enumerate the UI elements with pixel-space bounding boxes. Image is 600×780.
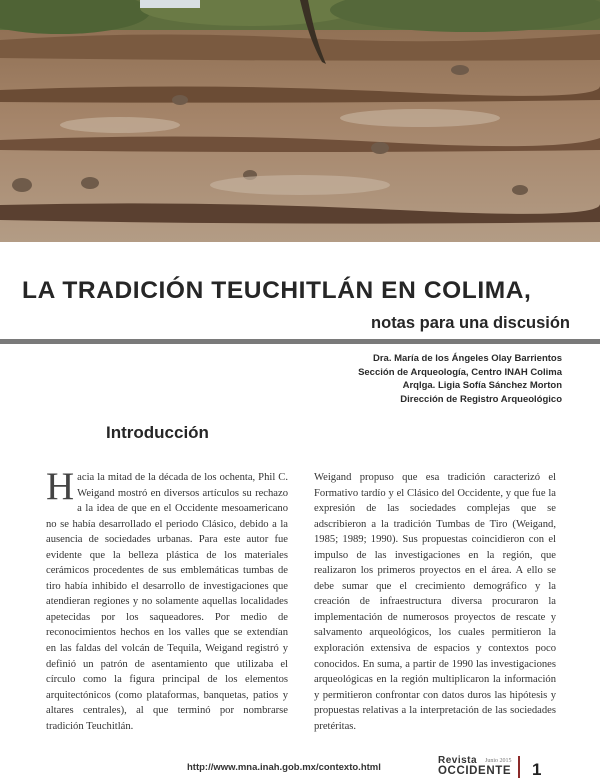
title-divider (0, 339, 600, 344)
footer-accent-bar (518, 756, 520, 778)
author-line: Dra. María de los Ángeles Olay Barrientos (372, 353, 562, 364)
magazine-issue-date: Junio 2015 (485, 758, 512, 764)
article-title: LA TRADICIÓN TEUCHITLÁN EN COLIMA, (22, 277, 532, 304)
magazine-name-line2: OCCIDENTE (438, 765, 512, 777)
magazine-name-line1: Revista (438, 755, 478, 766)
body-column-right (314, 470, 556, 738)
footer-url-link[interactable]: http://www.mna.inah.gob.mx/contexto.html (187, 762, 381, 773)
drop-cap: H (46, 470, 75, 508)
header-photo-terraced-hillside (0, 0, 600, 242)
magazine-logo (438, 756, 518, 777)
author-line: Dirección de Registro Arqueológico (400, 393, 562, 405)
body-text-right: Weigand propuso que esa tradición caracterizó el Formativo tardío y el Clásico del Occidente, y que fue la expresión de las sociedades complejas que se adscribieron a la tradición Tumbas de Tiro (Weigand, 1985; 1989; 1990). Sus propuestas coincidieron con el impulso de las investigaciones en la región, que realizaron los primeros proyectos en el área. A ello se debe sumar que el crecimiento demográfico y la creación de infraestructura diversa procuraron la implementación de numerosos proyectos de rescate y salvamento arqueológicos, los cuales permitieron la exploración extensiva de espacios y contextos poco conocidos. En suma, a partir de 1990 las investigaciones arqueológicas en la región multiplicaron la información y permitieron confrontar con datos duros las hipótesis y propuestas relativas a la interpretación de las sociedades pretéritas. (314, 472, 556, 732)
section-heading: Introducción (106, 423, 209, 442)
body-column-left (46, 470, 288, 738)
author-line: Sección de Arqueología, Centro INAH Colima (358, 366, 562, 378)
article-subtitle: notas para una discusión (371, 314, 570, 332)
author-line: Arqlga. Ligia Sofía Sánchez Morton (402, 380, 562, 391)
page-number: 1 (532, 760, 542, 779)
author-block (300, 352, 562, 406)
body-text-left: acia la mitad de la década de los ochenta, Phil C. Weigand mostró en diversos artículos su rechazo a la idea de que en el Occidente mesoamericano no se había desarrollado el periodo Clásico, debido a la ausencia de sociedades urbanas. Para este autor fue evidente que la belleza plástica de los materiales cerámicos procedentes de sus emblemáticas tumbas de tiro había inhibido el desarrollo de investigaciones que atendieran regiones y no solamente aquellas localidades apetecidas por los saqueadores. Por medio de reconocimientos hechos en los valles que se extendían en las faldas del volcán de Tequila, Weigand registró y definió un patrón de asentamiento que utilizaba el círculo como la figura principal de los elementos arquitectónicos (como plataformas, banquetas, patios y altares centrales), al que terminó por nombrarse tradición Teuchitlán. (46, 472, 288, 732)
